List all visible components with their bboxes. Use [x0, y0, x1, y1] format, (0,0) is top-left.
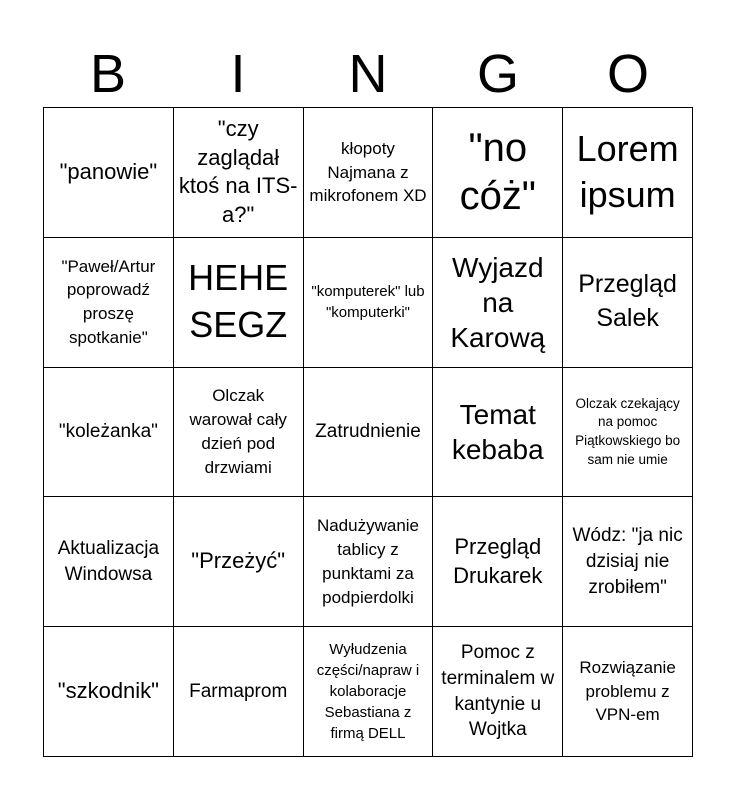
cell-text: Aktualizacja Windowsa: [57, 538, 160, 585]
cell-text: Wódz: "ja nic dzisiaj nie zrobiłem": [572, 525, 683, 598]
cell-text: HEHE SEGZ: [188, 257, 289, 346]
bingo-cell[interactable]: [433, 238, 563, 368]
bingo-cell[interactable]: [174, 368, 304, 498]
cell-text: Pomoc z terminalem w kantynie u Wojtka: [441, 642, 555, 741]
bingo-cell[interactable]: [44, 238, 174, 368]
header-letter-g: G: [476, 44, 519, 104]
bingo-cell[interactable]: [44, 368, 174, 498]
bingo-cell[interactable]: [563, 368, 693, 498]
cell-text: Nadużywanie tablicy z punktami za podpierdolki: [316, 516, 420, 607]
header-letter-b: B: [89, 44, 127, 104]
bingo-cell[interactable]: [44, 108, 174, 238]
bingo-cell[interactable]: [44, 497, 174, 627]
bingo-cell[interactable]: [563, 627, 693, 757]
cell-text: "no cóż": [459, 126, 537, 219]
bingo-cell[interactable]: [563, 238, 693, 368]
bingo-cell[interactable]: [433, 368, 563, 498]
cell-text: "Paweł/Artur poprowadź proszę spotkanie": [61, 256, 156, 347]
header-letter-o: O: [606, 44, 649, 104]
cell-text: Temat kebaba: [451, 398, 544, 465]
cell-text: "czy zaglądał ktoś na ITS-a?": [178, 116, 298, 227]
cell-text: kłopoty Najmana z mikrofonem XD: [309, 138, 427, 206]
cell-text: Zatrudnienie: [315, 421, 421, 443]
bingo-cell[interactable]: [304, 368, 434, 498]
cell-text: Przegląd Salek: [578, 270, 677, 333]
cell-text: Rozwiązanie problemu z VPN-em: [579, 657, 676, 725]
cell-text: Farmaprom: [189, 680, 288, 702]
bingo-cell[interactable]: [563, 497, 693, 627]
bingo-board: [43, 107, 693, 757]
bingo-cell[interactable]: [174, 238, 304, 368]
cell-text: "koleżanka": [58, 421, 158, 443]
bingo-header: [43, 40, 693, 108]
cell-text: Olczak warował cały dzień pod drzwiami: [189, 386, 287, 477]
bingo-cell[interactable]: [433, 108, 563, 238]
bingo-cell[interactable]: [563, 108, 693, 238]
cell-text: Wyjazd na Karową: [450, 251, 546, 353]
cell-text: "komputerek" lub "komputerki": [311, 283, 425, 322]
bingo-cell[interactable]: [304, 497, 434, 627]
bingo-cell[interactable]: [304, 238, 434, 368]
cell-text: Olczak czekający na pomoc Piątkowskiego bo sam nie umie: [575, 395, 681, 467]
bingo-cell[interactable]: [304, 627, 434, 757]
cell-text: "Przeżyć": [191, 548, 286, 574]
bingo-cell[interactable]: [433, 627, 563, 757]
cell-text: "panowie": [59, 159, 158, 185]
bingo-cell[interactable]: [433, 497, 563, 627]
cell-text: Przegląd Drukarek: [453, 534, 543, 588]
cell-text: Wyłudzenia części/napraw i kolaboracje Sebastiana z firmą DELL: [316, 641, 420, 743]
bingo-cell[interactable]: [174, 627, 304, 757]
cell-text: Lorem ipsum: [576, 127, 679, 216]
header-letter-n: N: [348, 44, 388, 104]
bingo-cell[interactable]: [174, 497, 304, 627]
bingo-cell[interactable]: [44, 627, 174, 757]
bingo-cell[interactable]: [304, 108, 434, 238]
cell-text: "szkodnik": [57, 678, 159, 704]
bingo-cell[interactable]: [174, 108, 304, 238]
header-letter-i: I: [230, 44, 246, 104]
